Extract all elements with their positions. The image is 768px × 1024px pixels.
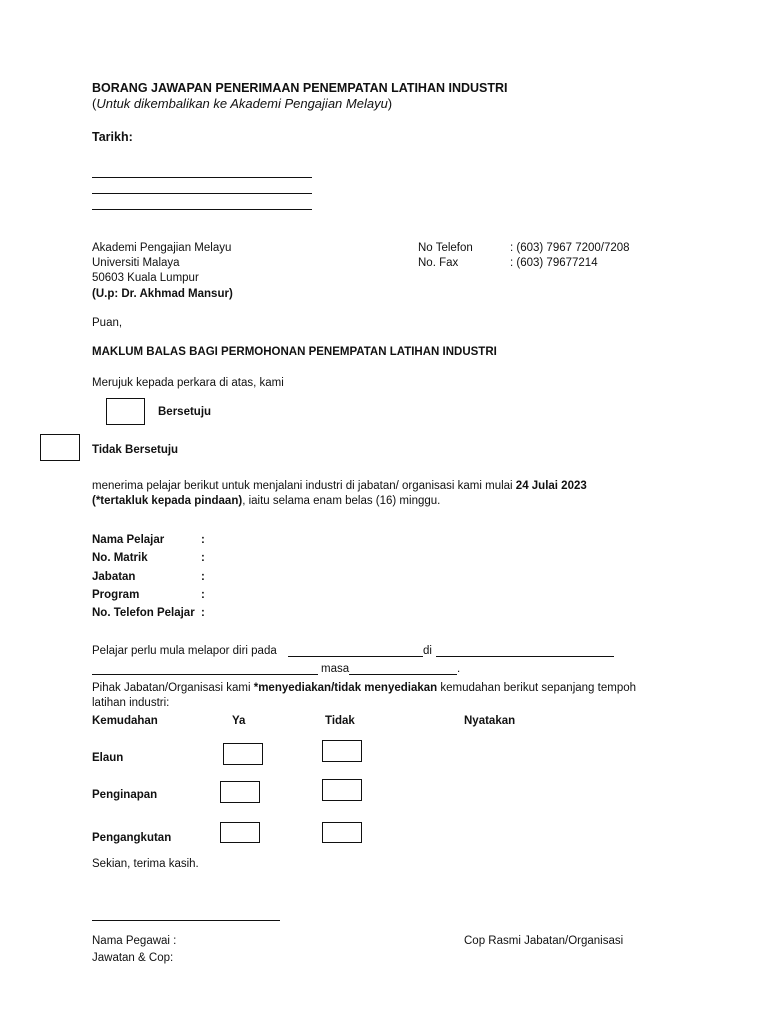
disagree-label: Tidak Bersetuju — [92, 444, 179, 456]
student-name-colon: : — [201, 534, 205, 546]
body-text-1: menerima pelajar berikut untuk menjalani industri di jabatan/ organisasi kami mulai — [92, 480, 516, 492]
col-yes-header: Ya — [232, 715, 246, 727]
officer-name-label: Nama Pegawai : — [92, 935, 177, 947]
program-label: Program — [92, 589, 140, 601]
transport-yes-checkbox[interactable] — [220, 822, 260, 843]
facilities-text-prefix: Pihak Jabatan/Organisasi kami — [92, 682, 254, 694]
date-label: Tarikh: — [92, 130, 133, 144]
disagree-checkbox[interactable] — [40, 434, 80, 461]
body-text-2: , iaitu selama enam belas (16) minggu. — [242, 494, 441, 507]
address-line-3: 50603 Kuala Lumpur — [92, 272, 199, 284]
address-line-2: Universiti Malaya — [92, 257, 180, 269]
address-line-1: Akademi Pengajian Melayu — [92, 242, 232, 254]
letter-intro: Merujuk kepada perkara di atas, kami — [92, 377, 284, 389]
department-label: Jabatan — [92, 571, 136, 583]
facility-row-allowance: Elaun — [92, 752, 124, 764]
accommodation-yes-checkbox[interactable] — [220, 781, 260, 803]
fax-label: No. Fax — [418, 257, 459, 269]
facilities-text-suffix: kemudahan berikut sepanjang tempoh — [437, 682, 637, 694]
signature-line[interactable] — [92, 920, 280, 921]
recipient-line-3[interactable] — [92, 209, 312, 210]
facility-row-accommodation: Penginapan — [92, 789, 158, 801]
report-time-label: masa — [321, 663, 350, 675]
official-stamp-label: Cop Rasmi Jabatan/Organisasi — [464, 935, 624, 947]
start-date: 24 Julai 2023 — [515, 480, 587, 492]
report-at-label: di — [423, 645, 432, 657]
report-time-field[interactable] — [349, 674, 457, 675]
subtitle-open-paren: ( — [92, 96, 97, 111]
student-phone-label: No. Telefon Pelajar — [92, 607, 195, 619]
fax-value: : (603) 79677214 — [510, 257, 598, 269]
closing-thanks: Sekian, terima kasih. — [92, 858, 199, 870]
report-place-field[interactable] — [436, 656, 614, 657]
col-facility-header: Kemudahan — [92, 715, 158, 727]
student-name-label: Nama Pelajar — [92, 534, 165, 546]
agree-checkbox[interactable] — [106, 398, 145, 425]
phone-label: No Telefon — [418, 242, 473, 254]
matric-colon: : — [201, 552, 205, 564]
form-subtitle — [92, 96, 392, 113]
report-date-field[interactable] — [288, 656, 423, 657]
phone-value: : (603) 7967 7200/7208 — [510, 242, 630, 254]
col-state-header: Nyatakan — [464, 715, 516, 727]
facility-row-transport: Pengangkutan — [92, 832, 172, 844]
amendment-note: (*tertakluk kepada pindaan) — [92, 494, 243, 507]
recipient-line-2[interactable] — [92, 193, 312, 194]
letter-body — [92, 479, 652, 509]
subtitle-text: Untuk dikembalikan ke Akademi Pengajian Melayu — [96, 96, 388, 111]
department-colon: : — [201, 571, 205, 583]
report-place-field-2[interactable] — [92, 674, 318, 675]
subtitle-close-paren: ) — [387, 96, 393, 111]
col-no-header: Tidak — [325, 715, 355, 727]
matric-label: No. Matrik — [92, 552, 148, 564]
address-attention: (U.p: Dr. Akhmad Mansur) — [92, 288, 233, 300]
report-end-period: . — [457, 663, 461, 675]
facilities-choice: *menyediakan/tidak menyediakan — [253, 682, 438, 694]
form-title: BORANG JAWAPAN PENERIMAAN PENEMPATAN LATIHAN INDUSTRI — [92, 81, 508, 95]
letter-subject: MAKLUM BALAS BAGI PERMOHONAN PENEMPATAN LATIHAN INDUSTRI — [92, 346, 497, 358]
facilities-text-line2: latihan industri: — [92, 696, 170, 709]
agree-label: Bersetuju — [158, 406, 212, 418]
recipient-line-1[interactable] — [92, 177, 312, 178]
facilities-text — [92, 681, 672, 711]
position-label: Jawatan & Cop: — [92, 952, 174, 964]
program-colon: : — [201, 589, 205, 601]
transport-no-checkbox[interactable] — [322, 822, 362, 843]
allowance-no-checkbox[interactable] — [322, 740, 362, 762]
accommodation-no-checkbox[interactable] — [322, 779, 362, 801]
salutation: Puan, — [92, 317, 123, 329]
report-line-prefix: Pelajar perlu mula melapor diri pada — [92, 645, 277, 657]
allowance-yes-checkbox[interactable] — [223, 743, 263, 765]
student-phone-colon: : — [201, 607, 205, 619]
